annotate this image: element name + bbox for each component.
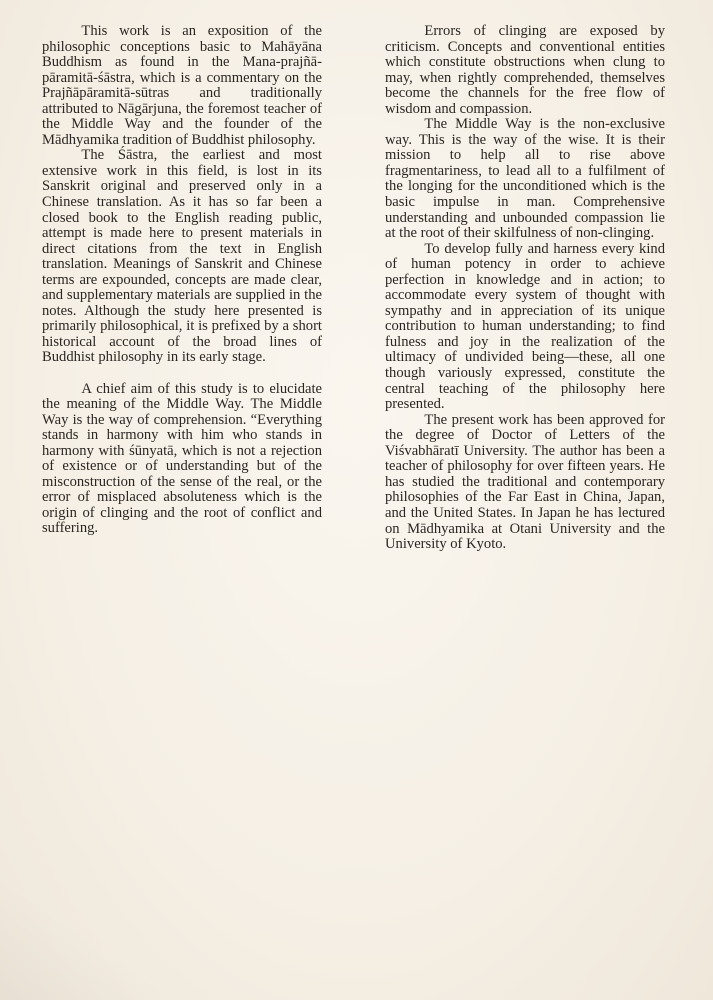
paragraph: The Śāstra, the earliest and most extensive work in this field, is lost in its Sanskrit original and preserved only in a Chinese translation. As it has so far been a closed book to the English reading public, attempt is made here to present materials in direct citations from the text in English translation. Meanings of Sanskrit and Chinese terms are expounded, concepts are made clear, and supplementary materials are supplied in the notes. Although the study here presented is primarily philosophical, it is prefixed by a short historical account of the broad lines of Buddhist philosophy in its early stage.: [42, 147, 322, 366]
left-text-column: [42, 24, 322, 537]
right-text-column: [385, 24, 665, 553]
paragraph: To develop fully and harness every kind of human potency in order to achieve perfection in knowledge and in action; to accommodate every system of thought with sympathy and in appreciation of its unique contribution to human understanding; to find fulness and joy in the realization of the ultimacy of undivided being—these, all one though variously expressed, constitute the central teaching of the philosophy here presented.: [385, 240, 665, 413]
paragraph: This work is an exposition of the philosophic conceptions basic to Mahāyāna Buddhism as found in the Mana-prajñāpāramitā-śāstra, which is a commentary on the Prajñāpāramitā-sūtras and traditionally attributed to Nāgārjuna, the foremost teacher of the Middle Way and the founder of the Mādhyamika tradition of Buddhist philosophy.: [42, 23, 322, 148]
paragraph: A chief aim of this study is to elucidate the meaning of the Middle Way. The Middle Way is the way of comprehension. “Everything stands in harmony with him who stands in harmony with śūnyatā, which is not a rejection of existence or of understanding but of the misconstruction of the sense of the real, or the error of misplaced absoluteness which is the origin of clinging and the root of conflict and suffering.: [42, 380, 322, 537]
paragraph: The present work has been approved for the degree of Doctor of Letters of the Viśvabhāratī University. The author has been a teacher of philosophy for over fifteen years. He has studied the traditional and contemporary philosophies of the Far East in China, Japan, and the United States. In Japan he has lectured on Mādhyamika at Otani University and the University of Kyoto.: [385, 411, 665, 553]
paper-crease-shadow: [0, 880, 160, 1000]
paragraph: The Middle Way is the non-exclusive way. This is the way of the wise. It is their mission to help all to rise above fragmentariness, to lead all to a fulfilment of the longing for the unconditioned which is the basic impulse in man. Comprehensive understanding and unbounded compassion lie at the root of their skilfulness of non-clinging.: [385, 116, 665, 242]
paragraph: Errors of clinging are exposed by criticism. Concepts and conventional entities which constitute obstructions when clung to may, when rightly comprehended, themselves become the channels for the free flow of wisdom and compassion.: [385, 23, 665, 117]
